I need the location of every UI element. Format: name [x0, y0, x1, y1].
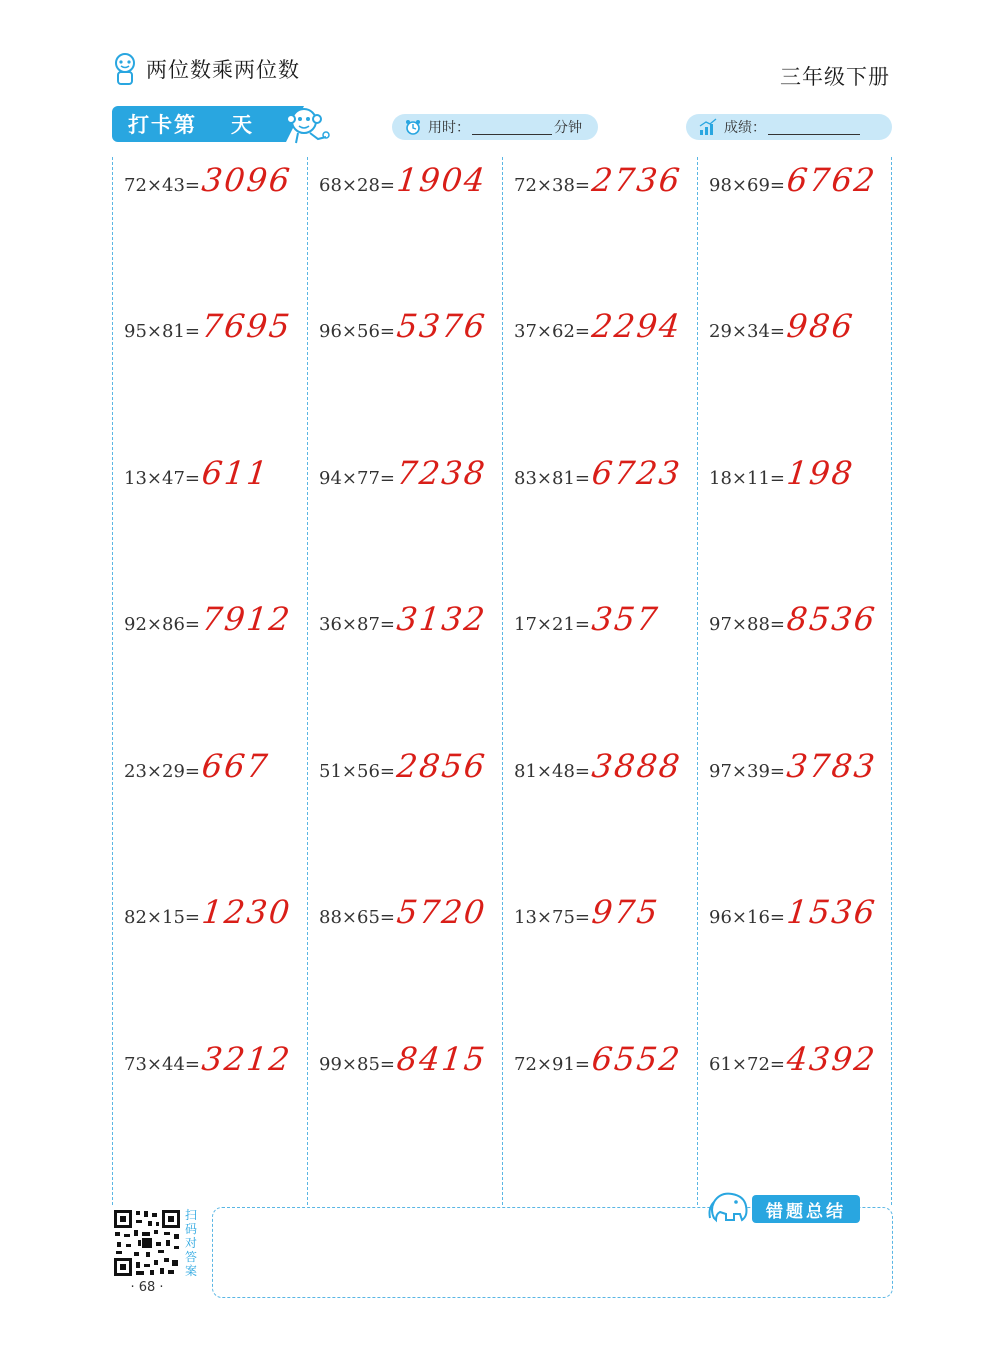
- problem-item: [709, 1040, 879, 1078]
- handwritten-answer: 667: [199, 747, 272, 785]
- problem-expression: 98×69=: [709, 175, 785, 196]
- handwritten-answer: 7912: [199, 600, 294, 638]
- header-left: [110, 52, 300, 86]
- handwritten-answer: 5720: [394, 893, 489, 931]
- problem-item: [514, 747, 684, 785]
- handwritten-answer: 5376: [394, 307, 489, 345]
- problem-expression: 99×85=: [319, 1054, 395, 1075]
- problem-expression: 92×86=: [124, 614, 200, 635]
- handwritten-answer: 3888: [589, 747, 684, 785]
- problem-item: [709, 893, 879, 931]
- problem-item: [709, 161, 879, 199]
- problem-expression: 29×34=: [709, 321, 785, 342]
- problem-item: [514, 893, 662, 931]
- bar-chart-icon: [698, 118, 718, 136]
- handwritten-answer: 4392: [784, 1040, 879, 1078]
- problem-expression: 96×56=: [319, 321, 395, 342]
- time-field: [392, 114, 598, 140]
- problem-expression: 94×77=: [319, 468, 395, 489]
- problem-column-1: [112, 157, 306, 1205]
- problem-item: [709, 747, 879, 785]
- day-tab: [112, 106, 286, 142]
- problem-expression: 73×44=: [124, 1054, 200, 1075]
- grade-label: 三年级下册: [780, 65, 890, 89]
- problem-item: [709, 307, 857, 345]
- problem-item: [319, 893, 489, 931]
- problem-item: [124, 600, 294, 638]
- score-field: [686, 114, 892, 140]
- problem-expression: 36×87=: [319, 614, 395, 635]
- handwritten-answer: 3096: [199, 161, 294, 199]
- problem-item: [514, 1040, 684, 1078]
- problem-item: [709, 454, 857, 492]
- time-label: 用时：: [428, 120, 470, 136]
- problem-item: [319, 600, 489, 638]
- problem-item: [514, 307, 684, 345]
- column-divider: [112, 157, 113, 1205]
- problem-item: [124, 893, 294, 931]
- book-title: 两位数乘两位数: [146, 58, 300, 82]
- problem-expression: 97×39=: [709, 761, 785, 782]
- problem-expression: 72×91=: [514, 1054, 590, 1075]
- problem-item: [319, 747, 489, 785]
- problem-grid: [112, 157, 892, 1205]
- handwritten-answer: 198: [784, 454, 857, 492]
- problem-item: [124, 1040, 294, 1078]
- alarm-clock-icon: [404, 118, 422, 136]
- handwritten-answer: 6762: [784, 161, 879, 199]
- problem-expression: 96×16=: [709, 907, 785, 928]
- problem-column-4: [697, 157, 891, 1205]
- problem-item: [709, 600, 879, 638]
- handwritten-answer: 357: [589, 600, 662, 638]
- handwritten-answer: 975: [589, 893, 662, 931]
- handwritten-answer: 1230: [199, 893, 294, 931]
- problem-expression: 37×62=: [514, 321, 590, 342]
- score-label: 成绩：: [724, 120, 766, 136]
- handwritten-answer: 611: [199, 454, 272, 492]
- problem-column-2: [307, 157, 501, 1205]
- problem-expression: 95×81=: [124, 321, 200, 342]
- handwritten-answer: 7695: [199, 307, 294, 345]
- problem-expression: 82×15=: [124, 907, 200, 928]
- problem-expression: 81×48=: [514, 761, 590, 782]
- handwritten-answer: 6723: [589, 454, 684, 492]
- mascot-icon: [110, 52, 140, 86]
- handwritten-answer: 3132: [394, 600, 489, 638]
- problem-item: [514, 454, 684, 492]
- problem-expression: 51×56=: [319, 761, 395, 782]
- problem-item: [319, 454, 489, 492]
- handwritten-answer: 8536: [784, 600, 879, 638]
- day-tab-prefix: 打卡第: [128, 113, 197, 137]
- problem-expression: 23×29=: [124, 761, 200, 782]
- handwritten-answer: 3783: [784, 747, 879, 785]
- problem-expression: 72×38=: [514, 175, 590, 196]
- problem-item: [124, 747, 272, 785]
- problem-column-3: [502, 157, 696, 1205]
- problem-item: [124, 161, 294, 199]
- column-divider: [891, 157, 892, 1205]
- handwritten-answer: 6552: [589, 1040, 684, 1078]
- score-input[interactable]: [768, 119, 860, 135]
- problem-expression: 17×21=: [514, 614, 590, 635]
- problem-expression: 83×81=: [514, 468, 590, 489]
- problem-expression: 13×47=: [124, 468, 200, 489]
- qr-code[interactable]: [112, 1208, 182, 1278]
- problem-item: [319, 161, 489, 199]
- handwritten-answer: 1536: [784, 893, 879, 931]
- time-input[interactable]: [472, 119, 552, 135]
- problem-item: [124, 307, 294, 345]
- day-tab-suffix: 天: [231, 113, 252, 137]
- qr-caption: 扫码对答案: [185, 1208, 198, 1278]
- problem-expression: 13×75=: [514, 907, 590, 928]
- problem-expression: 97×88=: [709, 614, 785, 635]
- error-summary-label: 错题总结: [752, 1195, 860, 1223]
- problem-expression: 18×11=: [709, 468, 785, 489]
- handwritten-answer: 8415: [394, 1040, 489, 1078]
- problem-item: [124, 454, 272, 492]
- problem-expression: 72×43=: [124, 175, 200, 196]
- handwritten-answer: 2294: [589, 307, 684, 345]
- monkey-icon: [284, 101, 330, 147]
- time-unit: 分钟: [554, 120, 582, 136]
- handwritten-answer: 986: [784, 307, 857, 345]
- elephant-icon: [706, 1188, 752, 1224]
- problem-item: [319, 307, 489, 345]
- page-number: · 68 ·: [130, 1280, 164, 1295]
- problem-expression: 61×72=: [709, 1054, 785, 1075]
- problem-expression: 88×65=: [319, 907, 395, 928]
- problem-expression: 68×28=: [319, 175, 395, 196]
- problem-item: [514, 161, 684, 199]
- handwritten-answer: 3212: [199, 1040, 294, 1078]
- column-divider: [502, 157, 503, 1205]
- column-divider: [697, 157, 698, 1205]
- column-divider: [307, 157, 308, 1205]
- handwritten-answer: 2856: [394, 747, 489, 785]
- handwritten-answer: 1904: [394, 161, 489, 199]
- handwritten-answer: 2736: [589, 161, 684, 199]
- problem-item: [319, 1040, 489, 1078]
- problem-item: [514, 600, 662, 638]
- handwritten-answer: 7238: [394, 454, 489, 492]
